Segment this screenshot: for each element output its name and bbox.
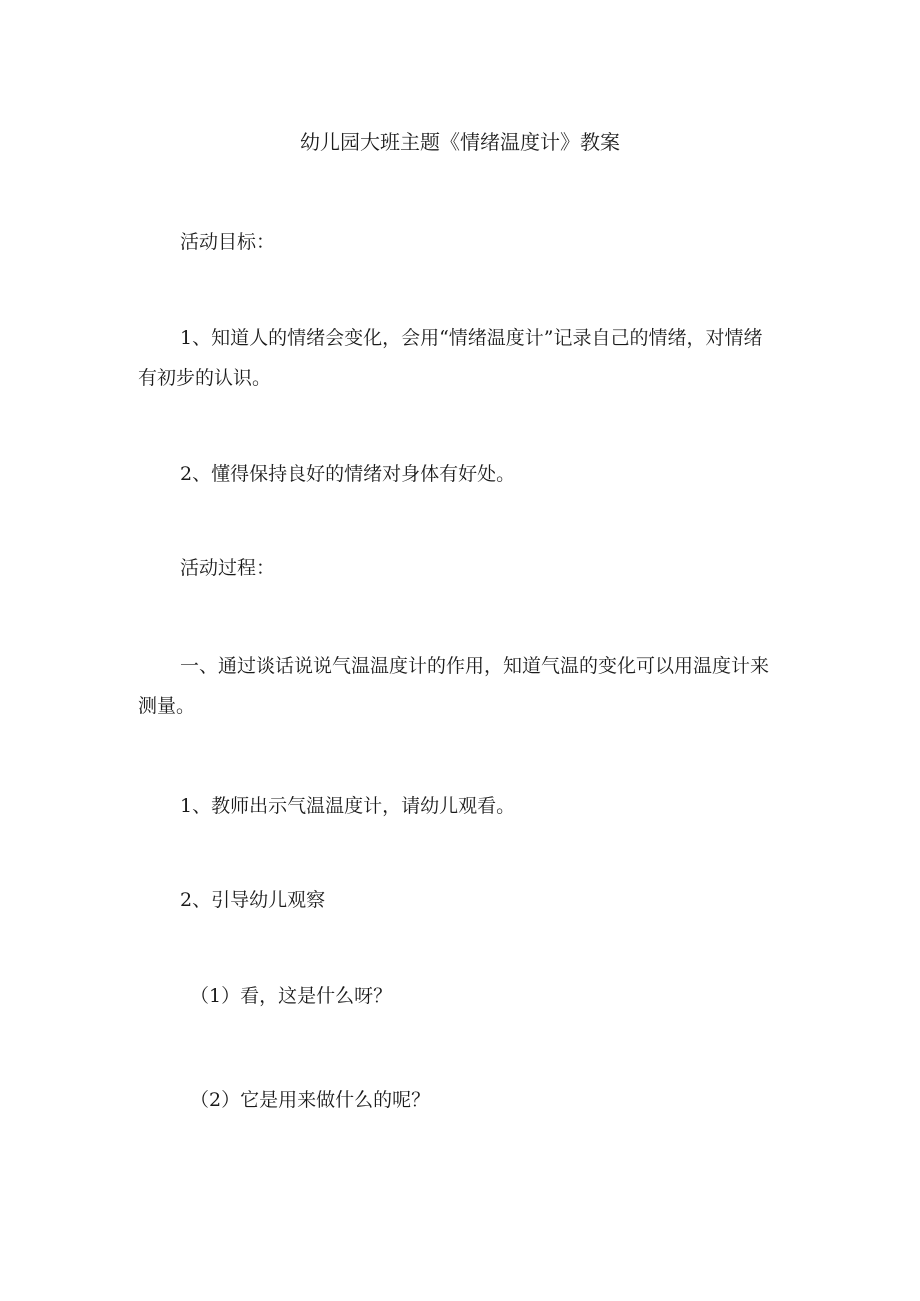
section-heading-process: 活动过程： <box>180 557 276 579</box>
goal-item-2: 2、懂得保持良好的情绪对身体有好处。 <box>180 463 516 485</box>
question-item-1: （1）看，这是什么呀？ <box>190 985 393 1007</box>
section-heading-goals: 活动目标： <box>180 231 276 253</box>
process-step-1: 一、通过谈话说说气温温度计的作用，知道气温的变化可以用温度计来测量。 <box>138 655 770 717</box>
document-title: 幼儿园大班主题《情绪温度计》教案 <box>300 130 620 154</box>
question-item-2: （2）它是用来做什么的呢？ <box>190 1089 431 1111</box>
goal-item-1: 1、知道人的情绪会变化，会用“情绪温度计”记录自己的情绪，对情绪有初步的认识。 <box>138 327 763 389</box>
process-substep-2: 2、引导幼儿观察 <box>180 889 326 911</box>
process-substep-1: 1、教师出示气温温度计，请幼儿观看。 <box>180 795 516 817</box>
